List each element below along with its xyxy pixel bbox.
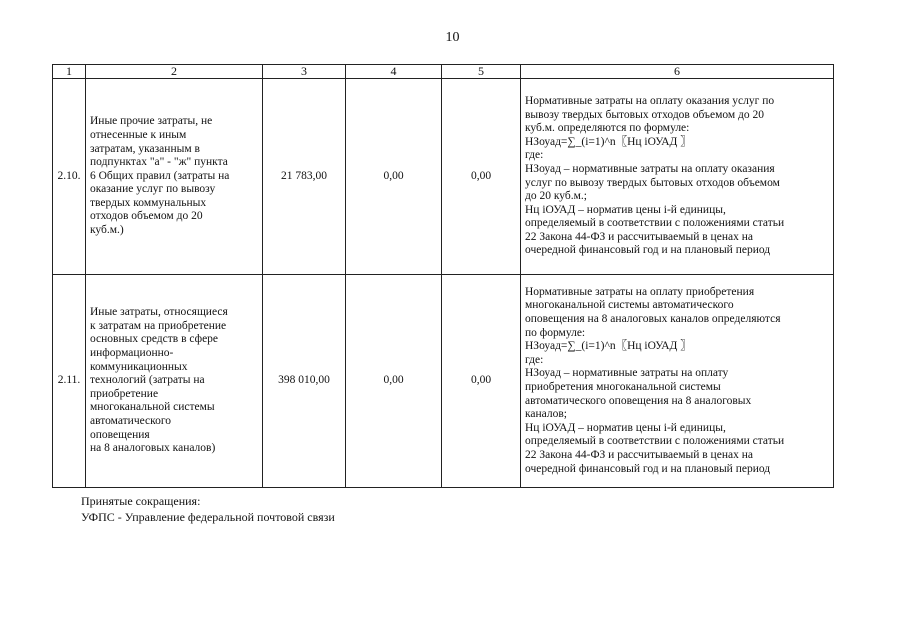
abbreviations-section	[81, 493, 335, 525]
cost-amount: 398 010,00	[263, 275, 346, 488]
description-line: где:	[525, 353, 544, 366]
cost-name-line: Иные затраты, относящиеся	[90, 306, 228, 319]
column-header-1: 1	[53, 65, 86, 79]
cost-name-line: основных средств в сфере	[90, 333, 219, 346]
description-line: многоканальной системы автоматического	[525, 299, 734, 312]
cost-name-line: оказание услуг по вывозу	[90, 183, 216, 196]
cost-table	[52, 64, 834, 488]
cost-name-line: технологий (затраты на	[90, 374, 205, 387]
description-line: очередной финансовый год и на плановый период	[525, 244, 771, 257]
description-line: Нормативные затраты на оплату оказания услуг по	[525, 94, 775, 107]
row-number: 2.11.	[53, 275, 86, 488]
description-line: Нц iОУАД – норматив цены i-й единицы,	[525, 203, 726, 216]
description-line: очередной финансовый год и на плановый период	[525, 462, 771, 475]
abbreviations-title: Принятые сокращения:	[81, 494, 201, 508]
cost-name-line: подпунктах "а" - "ж" пункта	[90, 156, 228, 169]
description-line: до 20 куб.м.;	[525, 190, 587, 203]
cost-name-line: информационно-	[90, 347, 174, 360]
table-row	[53, 79, 834, 275]
cost-name-line: отнесенные к иным	[90, 128, 187, 141]
column-header-3: 3	[263, 65, 346, 79]
table-header-row	[53, 65, 834, 79]
cost-name-line: на 8 аналоговых каналов)	[90, 442, 216, 455]
cost-name	[86, 79, 263, 275]
table-row	[53, 275, 834, 488]
formula-line: НЗоуад=∑_(i=1)^n〖Нц iОУАД 〗	[525, 340, 692, 353]
description-line: Нормативные затраты на оплату приобретения	[525, 285, 755, 298]
description-line: автоматического оповещения на 8 аналоговых	[525, 394, 752, 407]
column-5-value: 0,00	[442, 79, 521, 275]
cost-description	[521, 275, 834, 488]
description-line: НЗоуад – нормативные затраты на оплату оказания	[525, 162, 775, 175]
cost-name-line: многоканальной системы	[90, 401, 215, 414]
description-line: оповещения на 8 аналоговых каналов определяются	[525, 313, 781, 326]
description-line: 22 Закона 44-ФЗ и рассчитываемый в ценах на	[525, 230, 753, 243]
description-line: услуг по вывозу твердых бытовых отходов объемом	[525, 176, 780, 189]
cost-description	[521, 79, 834, 275]
cost-name-line: коммуникационных	[90, 360, 188, 373]
column-4-value: 0,00	[346, 275, 442, 488]
cost-name-line: автоматического	[90, 414, 172, 427]
description-line: каналов;	[525, 408, 567, 421]
cost-name-line: Иные прочие затраты, не	[90, 115, 213, 128]
abbreviation-item: УФПС - Управление федеральной почтовой связи	[81, 510, 335, 524]
row-number: 2.10.	[53, 79, 86, 275]
cost-name	[86, 275, 263, 488]
column-header-5: 5	[442, 65, 521, 79]
cost-amount: 21 783,00	[263, 79, 346, 275]
cost-name-line: твердых коммунальных	[90, 196, 207, 209]
column-header-4: 4	[346, 65, 442, 79]
description-line: куб.м. определяются по формуле:	[525, 122, 690, 135]
cost-name-line: затратам, указанным в	[90, 142, 200, 155]
column-header-2: 2	[86, 65, 263, 79]
cost-name-line: к затратам на приобретение	[90, 319, 227, 332]
description-line: определяемый в соответствии с положениями статьи	[525, 435, 785, 448]
cost-name-line: куб.м.)	[90, 224, 124, 237]
column-5-value: 0,00	[442, 275, 521, 488]
formula-line: НЗоуад=∑_(i=1)^n〖Нц iОУАД 〗	[525, 135, 692, 148]
description-line: вывозу твердых бытовых отходов объемом до 20	[525, 108, 765, 121]
cost-name-line: 6 Общих правил (затраты на	[90, 169, 230, 182]
description-line: НЗоуад – нормативные затраты на оплату	[525, 367, 729, 380]
cost-name-line: приобретение	[90, 387, 159, 400]
description-line: по формуле:	[525, 326, 586, 339]
column-4-value: 0,00	[346, 79, 442, 275]
description-line: приобретения многоканальной системы	[525, 381, 721, 393]
cost-name-line: оповещения	[90, 428, 150, 441]
column-header-6: 6	[521, 65, 834, 79]
description-line: Нц iОУАД – норматив цены i-й единицы,	[525, 421, 726, 434]
description-line: определяемый в соответствии с положениями статьи	[525, 217, 785, 230]
description-line: 22 Закона 44-ФЗ и рассчитываемый в ценах на	[525, 448, 753, 461]
page-number: 10	[445, 30, 460, 45]
cost-name-line: отходов объемом до 20	[90, 210, 203, 223]
description-line: где:	[525, 149, 544, 162]
